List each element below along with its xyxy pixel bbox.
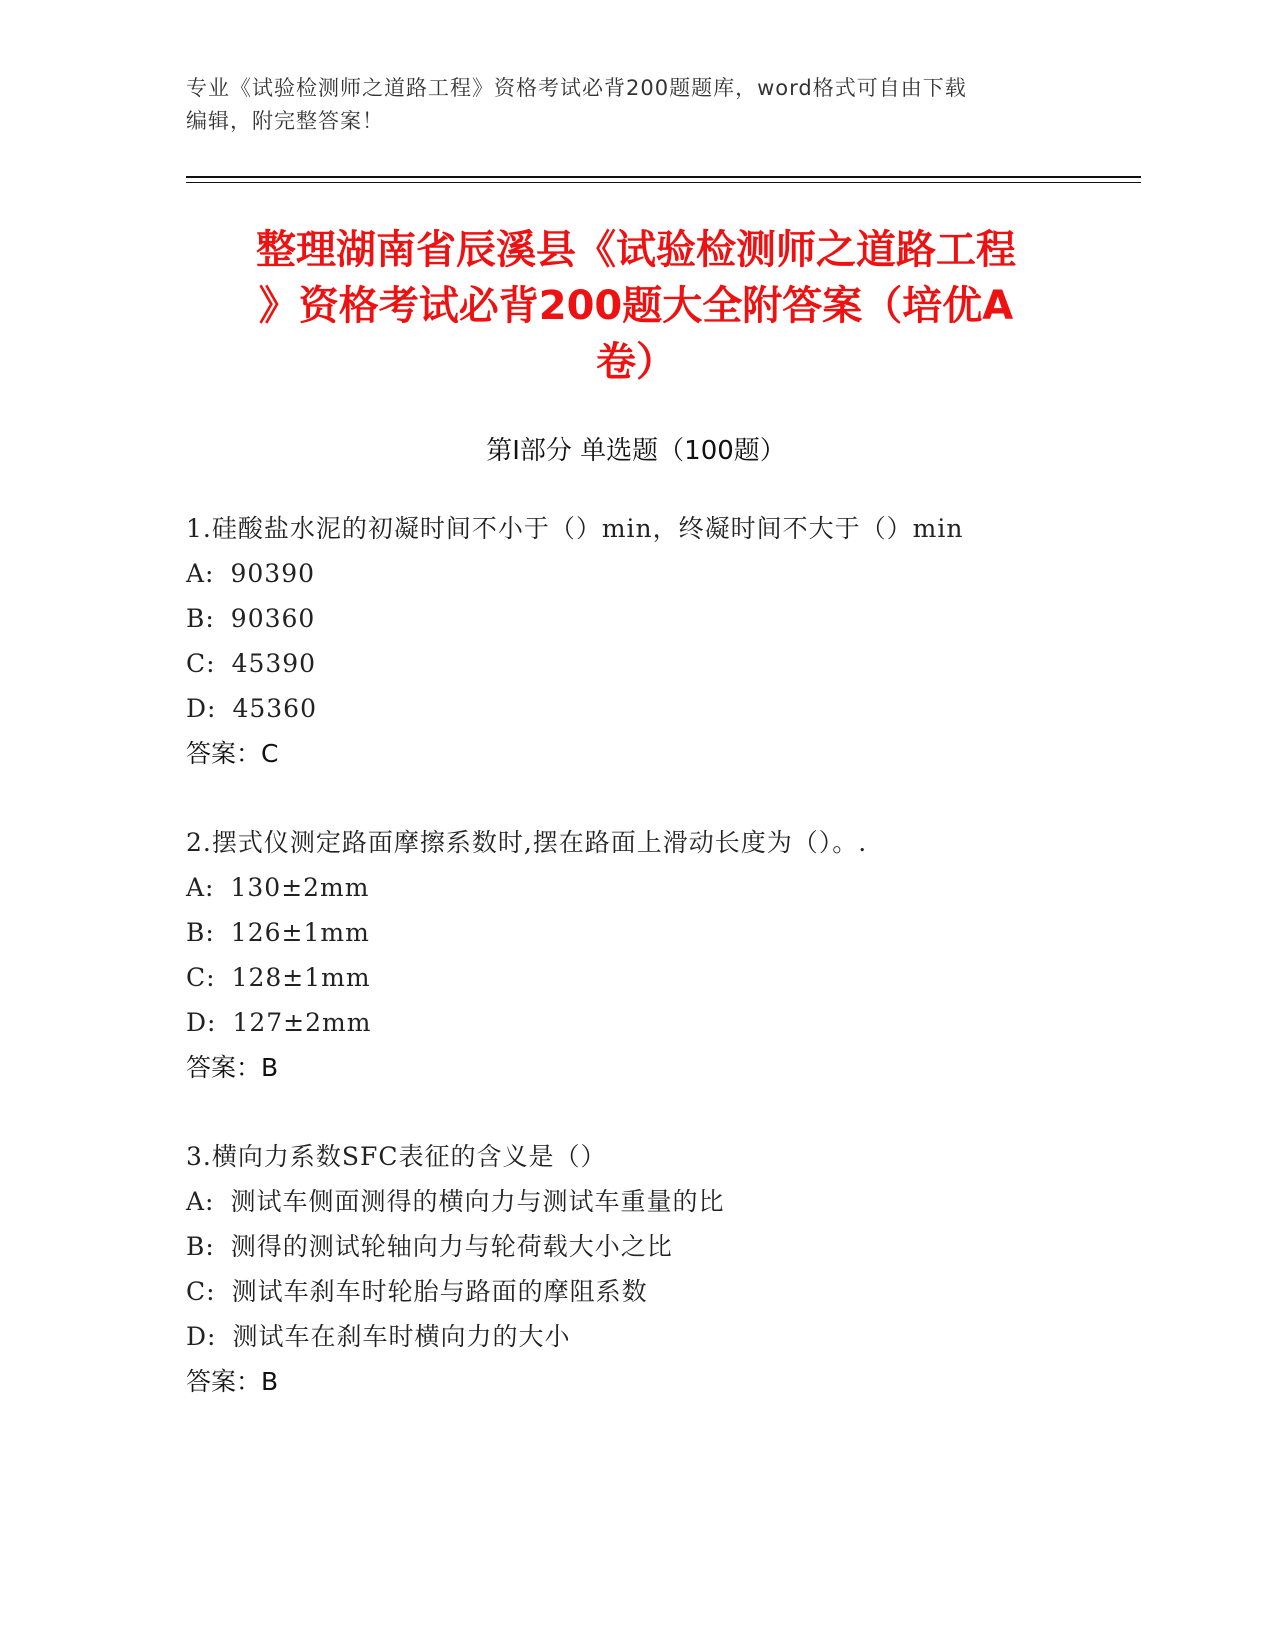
option-b (186, 596, 1086, 641)
option-text: 45390 (231, 649, 317, 678)
question-stem: 1.硅酸盐水泥的初凝时间不小于（）min，终凝时间不大于（）min (186, 514, 964, 543)
option-d (186, 1000, 1086, 1045)
option-b (186, 1224, 1086, 1269)
option-letter: D: (186, 1322, 217, 1351)
option-letter: C: (186, 963, 216, 992)
option-c (186, 1269, 1086, 1314)
option-text: 126±1mm (230, 918, 370, 947)
option-letter: B: (186, 604, 215, 633)
option-b (186, 910, 1086, 955)
option-text: 测得的测试轮轴向力与轮荷载大小之比 (230, 1232, 673, 1261)
option-text: 测试车侧面测得的横向力与测试车重量的比 (230, 1187, 725, 1216)
option-a (186, 865, 1086, 910)
document-title-line-2: 》资格考试必背200题大全附答案（培优A (258, 283, 1014, 329)
option-letter: A: (186, 1187, 215, 1216)
option-letter: C: (186, 1277, 216, 1306)
answer-line: 答案：C (186, 739, 279, 768)
option-letter: D: (186, 1008, 217, 1037)
option-text: 测试车在刹车时横向力的大小 (232, 1322, 571, 1351)
header-divider-thick (186, 176, 1141, 178)
option-letter: B: (186, 918, 215, 947)
question-stem: 2.摆式仪测定路面摩擦系数时,摆在路面上滑动长度为（）。. (186, 828, 868, 857)
option-d (186, 1314, 1086, 1359)
document-title-line-1: 整理湖南省辰溪县《试验检测师之道路工程 (256, 227, 1016, 273)
option-a (186, 1179, 1086, 1224)
option-c (186, 955, 1086, 1000)
question-2 (186, 820, 1086, 1090)
option-text: 45360 (232, 694, 317, 723)
option-text: 90360 (230, 604, 316, 633)
document-title (186, 222, 1086, 390)
option-text: 测试车刹车时轮胎与路面的摩阻系数 (231, 1277, 648, 1306)
header-note (186, 72, 1066, 138)
option-letter: D: (186, 694, 217, 723)
question-stem: 3.横向力系数SFC表征的含义是（） (186, 1142, 607, 1171)
option-text: 90390 (230, 559, 316, 588)
option-letter: C: (186, 649, 216, 678)
header-note-line-1: 专业《试验检测师之道路工程》资格考试必背200题题库，word格式可自由下载 (186, 76, 967, 100)
option-d (186, 686, 1086, 731)
option-letter: A: (186, 559, 215, 588)
option-c (186, 641, 1086, 686)
option-text: 130±2mm (230, 873, 370, 902)
header-note-line-2: 编辑，附完整答案！ (186, 109, 384, 133)
option-text: 128±1mm (231, 963, 371, 992)
option-text: 127±2mm (232, 1008, 372, 1037)
answer-line: 答案：B (186, 1053, 279, 1082)
section-title: 第I部分 单选题（100题） (486, 436, 786, 466)
question-1 (186, 506, 1086, 776)
question-3 (186, 1134, 1086, 1404)
document-title-line-3: 卷） (596, 339, 676, 385)
option-a (186, 551, 1086, 596)
header-divider-thin (186, 182, 1141, 183)
option-letter: B: (186, 1232, 215, 1261)
answer-line: 答案：B (186, 1367, 279, 1396)
option-letter: A: (186, 873, 215, 902)
